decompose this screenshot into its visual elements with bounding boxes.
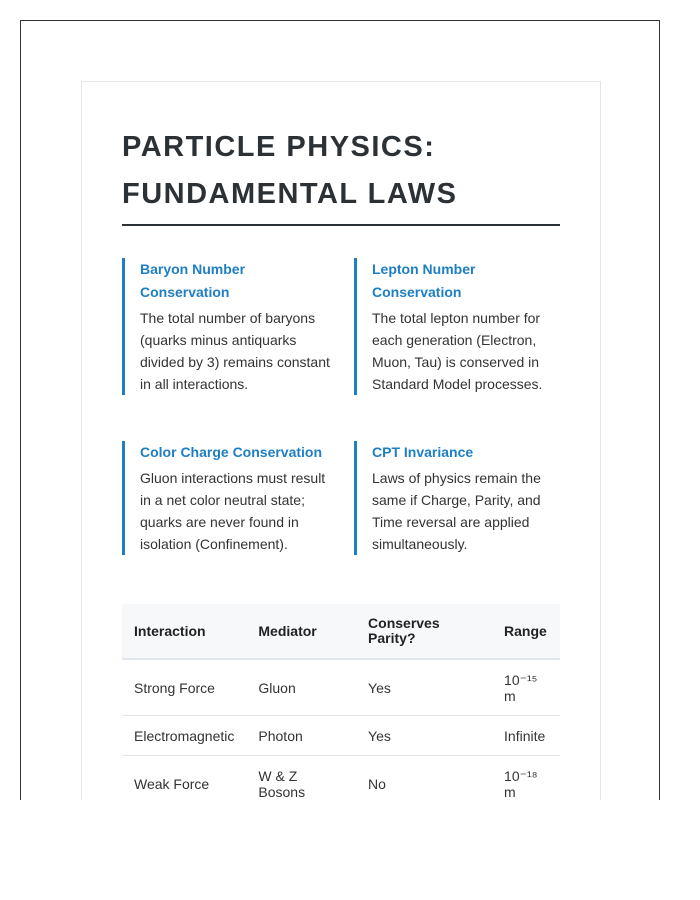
page-frame [20,20,660,800]
cell-mediator: Photon [246,716,356,756]
law-title: Lepton Number Conservation [372,261,476,300]
interactions-table [122,604,560,800]
law-description: The total number of baryons (quarks minus antiquarks divided by 3) remains constant in all interactions. [140,310,330,392]
law-description: Laws of physics remain the same if Charge, Parity, and Time reversal are applied simultaneously. [372,470,541,552]
cell-conserves-parity: No [356,756,492,801]
cell-interaction: Electromagnetic [122,716,246,756]
law-description: The total lepton number for each generation (Electron, Muon, Tau) is conserved in Standard Model processes. [372,310,543,392]
law-card-cpt-invariance [354,441,568,555]
column-header-range: Range [492,604,560,659]
law-card-baryon-number [122,258,336,395]
column-header-mediator: Mediator [246,604,356,659]
table-row [122,756,560,801]
cell-range: Infinite [492,716,560,756]
law-card-color-charge [122,441,336,555]
law-title: Color Charge Conservation [140,444,323,460]
cell-conserves-parity: Yes [356,716,492,756]
page-title: PARTICLE PHYSICS: FUNDAMENTAL LAWS [122,131,458,210]
table-header-row [122,604,560,659]
cell-conserves-parity: Yes [356,659,492,716]
law-card-lepton-number [354,258,568,395]
table-row [122,659,560,716]
cell-interaction: Weak Force [122,756,246,801]
cell-mediator: W & Z Bosons [246,756,356,801]
law-title: Baryon Number Conservation [140,261,246,300]
cell-range: 10⁻¹⁸ m [492,756,560,801]
law-description: Gluon interactions must result in a net color neutral state; quarks are never found in isolation (Confinement). [140,470,326,552]
content-card [81,81,601,800]
law-title: CPT Invariance [372,444,474,460]
cell-interaction: Strong Force [122,659,246,716]
column-header-conserves-parity: Conserves Parity? [356,604,492,659]
table-row [122,716,560,756]
column-header-interaction: Interaction [122,604,246,659]
cell-mediator: Gluon [246,659,356,716]
cell-range: 10⁻¹⁵ m [492,659,560,716]
title-divider [122,224,560,226]
